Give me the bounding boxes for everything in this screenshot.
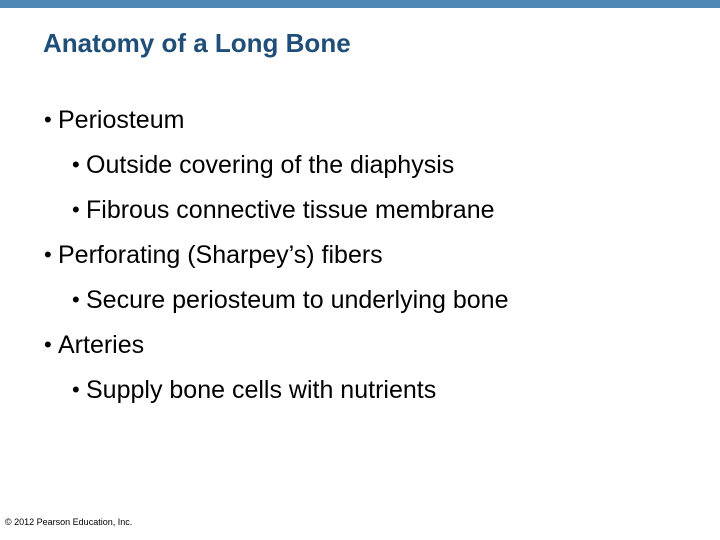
sub-bullet-item [44,147,704,192]
bullet-dot-icon: • [44,332,52,357]
bullet-dot-icon: • [72,287,80,312]
bullet-list [44,102,704,417]
bullet-text: Periosteum [58,106,185,134]
bullet-dot-icon: • [44,242,52,267]
bullet-text: Fibrous connective tissue membrane [86,196,495,224]
bullet-item [44,327,704,372]
bullet-dot-icon: • [72,152,80,177]
sub-bullet-item [44,192,704,237]
bullet-item [44,102,704,147]
sub-bullet-item [44,372,704,417]
top-accent-bar [0,0,720,8]
bullet-dot-icon: • [72,197,80,222]
bullet-text: Secure periosteum to underlying bone [86,286,509,314]
bullet-text: Arteries [58,331,145,359]
bullet-text: Outside covering of the diaphysis [86,151,455,179]
slide-title: Anatomy of a Long Bone [43,28,351,58]
sub-bullet-item [44,282,704,327]
bullet-dot-icon: • [44,107,52,132]
copyright-notice: © 2012 Pearson Education, Inc. [5,517,133,527]
bullet-item [44,237,704,282]
bullet-text: Supply bone cells with nutrients [86,376,437,404]
bullet-text: Perforating (Sharpey’s) fibers [58,241,383,269]
bullet-dot-icon: • [72,377,80,402]
